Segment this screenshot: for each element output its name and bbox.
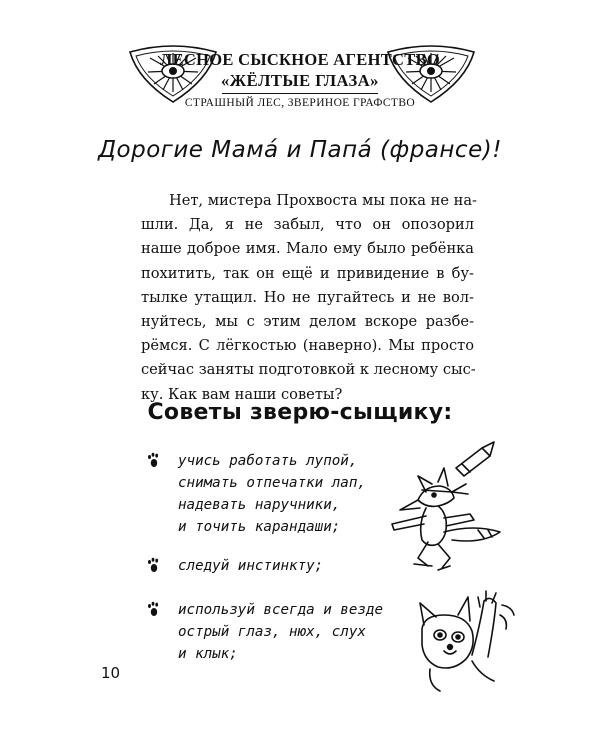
tip-text-line: острый глаз, нюх, слух	[178, 624, 366, 640]
body-line: наше доброе имя. Мало ему было ребёнка	[141, 240, 474, 258]
tip-text-line: используй всегда и везде	[178, 602, 383, 618]
paw-print-icon	[146, 601, 162, 617]
tip-text-line: и точить карандаши;	[178, 519, 341, 535]
tip-text-line: следуй инстинкту;	[178, 558, 324, 574]
body-line: Нет, мистера Прохвоста мы пока не на-	[169, 192, 477, 209]
tip-text-line: снимать отпечатки лап,	[178, 475, 366, 491]
body-line: шли. Да, я не забыл, что он опозорил	[141, 216, 474, 234]
body-line: похитить, так он ещё и привидение в бу-	[141, 264, 474, 282]
fox-face-illustration	[410, 585, 520, 695]
paw-print-icon	[146, 557, 162, 573]
body-line: тылке утащил. Но не пугайтесь и не вол-	[141, 288, 474, 306]
body-line: рёмся. С лёгкостью (наверно). Мы просто	[141, 337, 474, 355]
body-line: нуйтесь, мы с этим делом вскоре разбе-	[141, 313, 474, 331]
tips-heading: Советы зверю-сыщику:	[147, 400, 453, 425]
body-line: сейчас заняты подготовкой к лесному сыс-	[141, 361, 476, 379]
page-number: 10	[101, 664, 121, 682]
body-line: ку. Как вам наши советы?	[141, 385, 343, 403]
agency-address: СТРАШНЫЙ ЛЕС, ЗВЕРИНОЕ ГРАФСТВО	[184, 97, 416, 109]
paw-print-icon	[146, 452, 162, 468]
fox-detective-illustration	[378, 440, 518, 580]
tip-text-line: учись работать лупой,	[178, 453, 358, 469]
agency-name: ЛЕСНОЕ СЫСКНОЕ АГЕНТСТВО	[159, 50, 441, 69]
header-divider	[222, 93, 378, 94]
agency-letterhead	[0, 44, 600, 116]
tip-text-line: и клык;	[178, 646, 238, 662]
agency-subtitle: «ЖЁЛТЫЕ ГЛАЗА»	[221, 71, 379, 90]
letter-greeting: Дорогие Мама́ и Папа́ (франсе)!	[98, 137, 502, 163]
letter-body	[141, 189, 477, 407]
tip-text-line: надевать наручники,	[178, 497, 341, 513]
